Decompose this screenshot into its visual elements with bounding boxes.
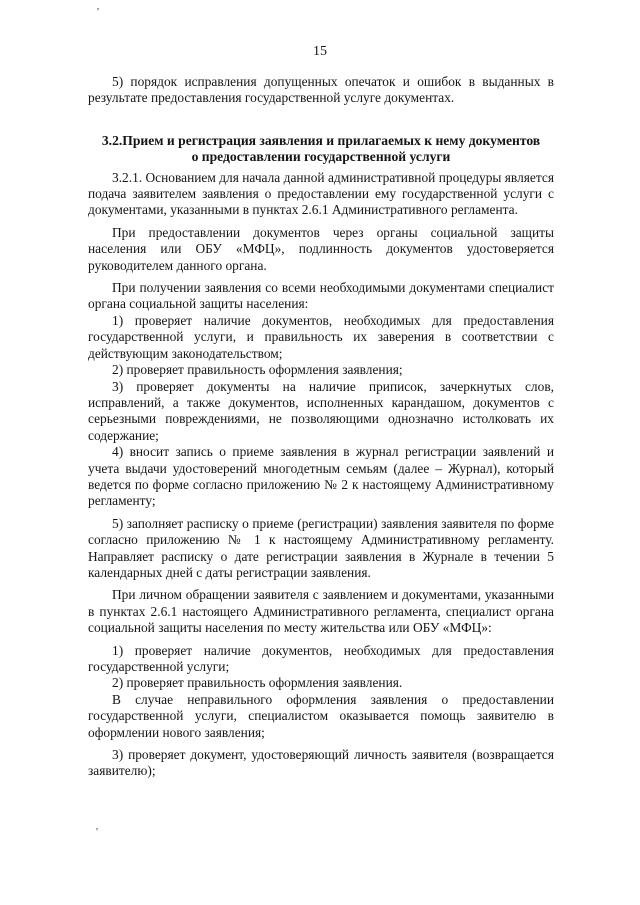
paragraph: При получении заявления со всеми необходимыми документами специалист органа социальной защиты населения: [88, 280, 554, 312]
list-item: 1) проверяет наличие документов, необходимых для предоставления государственной услуги, и правильность их заверения в соответствии с действующим законодательством; [88, 312, 554, 361]
section-heading: 3.2.Прием и регистрация заявления и прилагаемых к нему документов о предоставлении государственной услуги [101, 132, 541, 165]
list-item: 2) проверяет правильность оформления заявления; [112, 362, 403, 378]
list-item: 3) проверяет документ, удостоверяющий личность заявителя (возвращается заявителю); [88, 747, 554, 779]
list-item: 5) порядок исправления допущенных опечаток и ошибок в выданных в результате предоставления государственной услуге документах. [88, 74, 554, 106]
list-item: 1) проверяет наличие документов, необходимых для предоставления государственной услуги; [88, 642, 554, 674]
page-number: 15 [313, 44, 327, 59]
paragraph: При предоставлении документов через органы социальной защиты населения или ОБУ «МФЦ», подлинность документов удостоверяется руководителем данного органа. [88, 224, 554, 273]
scan-speck: ' [96, 826, 98, 838]
paragraph: В случае неправильного оформления заявления о предоставлении государственной услуги, специалистом оказывается помощь заявителю в оформлении нового заявления; [88, 691, 554, 740]
list-item: 3) проверяет документы на наличие приписок, зачеркнутых слов, исправлений, а также документов, исполненных карандашом, документов с серьезными повреждениями, не позволяющими однозначно истолковать их содержание; [88, 378, 554, 443]
document-body [88, 74, 554, 780]
list-item: 2) проверяет правильность оформления заявления. [112, 675, 403, 691]
paragraph: 3.2.1. Основанием для начала данной административной процедуры является подача заявителем заявления о предоставлении ему государственной услуги с документами, указанными в пунктах 2.6.1 Административного регламента. [88, 169, 554, 218]
paragraph: При личном обращении заявителя с заявлением и документами, указанными в пунктах 2.6.1 настоящего Административного регламента, специалист органа социальной защиты населения по месту жительства или ОБУ «МФЦ»: [88, 587, 554, 636]
list-item: 5) заполняет расписку о приеме (регистрации) заявления заявителя по форме согласно приложению № 1 к настоящему Административному регламенту. Направляет расписку о дате регистрации заявления в Журнале в течении 5 календарных дней с даты регистрации заявления. [88, 515, 554, 580]
list-item: 4) вносит запись о приеме заявления в журнал регистрации заявлений и учета выдачи удостоверений многодетным семьям (далее – Журнал), который ведется по форме согласно приложению № 2 к настоящему Административному регламенту; [88, 444, 554, 509]
scan-speck: ' [97, 6, 99, 18]
